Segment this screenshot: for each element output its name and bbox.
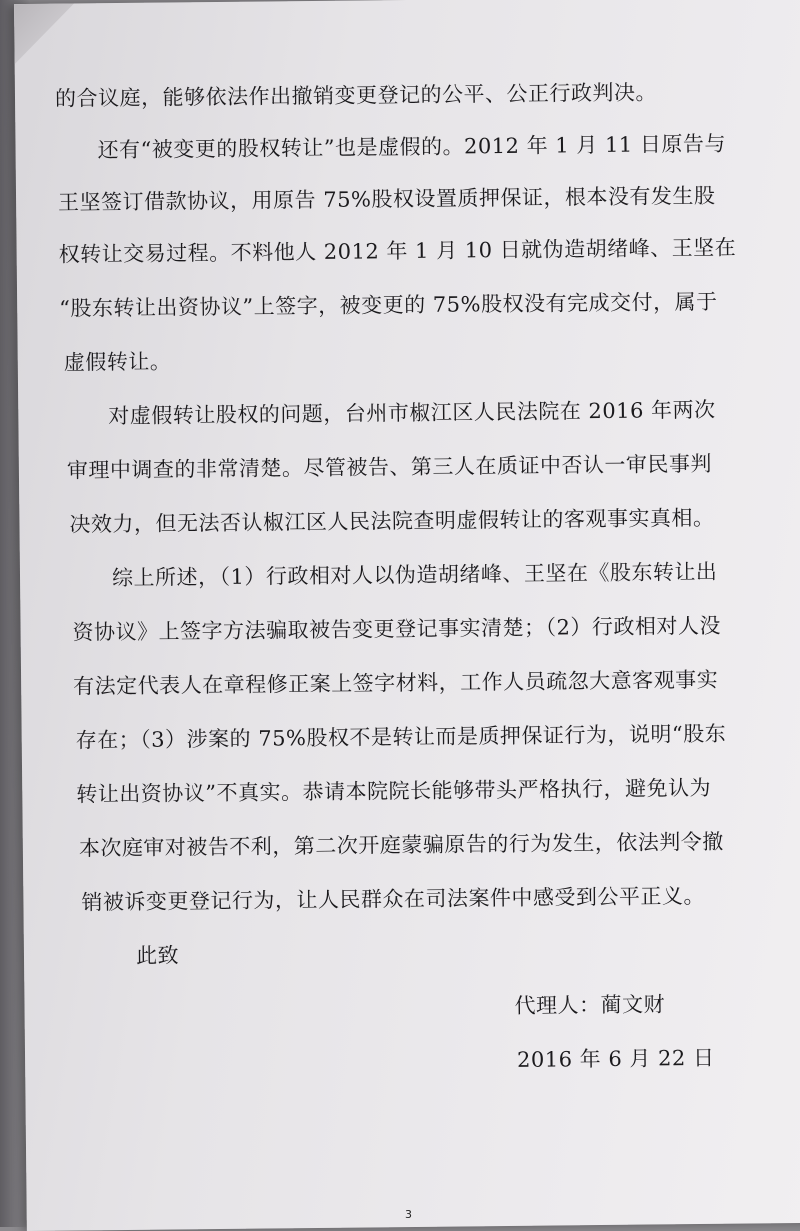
text-line: 资协议》上签字方法骗取被告变更登记事实清楚；（2）行政相对人没 bbox=[72, 613, 722, 645]
page-number: 3 bbox=[405, 1208, 412, 1221]
folded-corner bbox=[14, 3, 75, 64]
text-line: 的合议庭，能够依法作出撤销变更登记的公平、公正行政判决。 bbox=[54, 80, 658, 111]
text-line: 王坚签订借款协议，用原告 75%股权设置质押保证，根本没有发生股 bbox=[57, 183, 716, 215]
text-line: 有法定代表人在章程修正案上签字材料，工作人员疏忽大意客观事实 bbox=[73, 667, 719, 699]
closing-salutation: 此致 bbox=[135, 943, 180, 968]
text-line: 综上所述，（1）行政相对人以伪造胡绪峰、王坚在《股东转让出 bbox=[111, 559, 718, 591]
text-line: 存在；（3）涉案的 75%股权不是转让而是质押保证行为，说明“股东 bbox=[75, 721, 727, 753]
text-line: 虚假转让。 bbox=[63, 349, 172, 375]
text-line: 对虚假转让股权的问题，台州市椒江区人民法院在 2016 年两次 bbox=[108, 397, 716, 429]
text-line: 审理中调查的非常清楚。尽管被告、第三人在质证中否认一审民事判 bbox=[66, 451, 712, 483]
agent-signature: 代理人：蔺文财 bbox=[514, 992, 666, 1018]
document-page bbox=[14, 0, 800, 1231]
text-line: 转让出资协议”不真实。恭请本院院长能够带头严格执行，避免认为 bbox=[76, 775, 712, 807]
text-line: 还有“被变更的股权转让”也是虚假的。2012 年 1 月 11 日原告与 bbox=[97, 131, 727, 163]
text-line: 销被诉变更登记行为，让人民群众在司法案件中感受到公平正义。 bbox=[81, 883, 706, 915]
document-date: 2016 年 6 月 22 日 bbox=[516, 1045, 715, 1072]
text-line: 本次庭审对被告不利，第二次开庭蒙骗原告的行为发生，依法判令撤 bbox=[78, 829, 724, 861]
text-line: “股东转让出资协议”上签字，被变更的 75%股权没有完成交付，属于 bbox=[59, 289, 718, 321]
text-line: 决效力，但无法否认椒江区人民法院查明虚假转让的客观事实真相。 bbox=[69, 505, 715, 537]
text-line: 权转让交易过程。不料他人 2012 年 1 月 10 日就伪造胡绪峰、王坚在 bbox=[58, 235, 737, 267]
